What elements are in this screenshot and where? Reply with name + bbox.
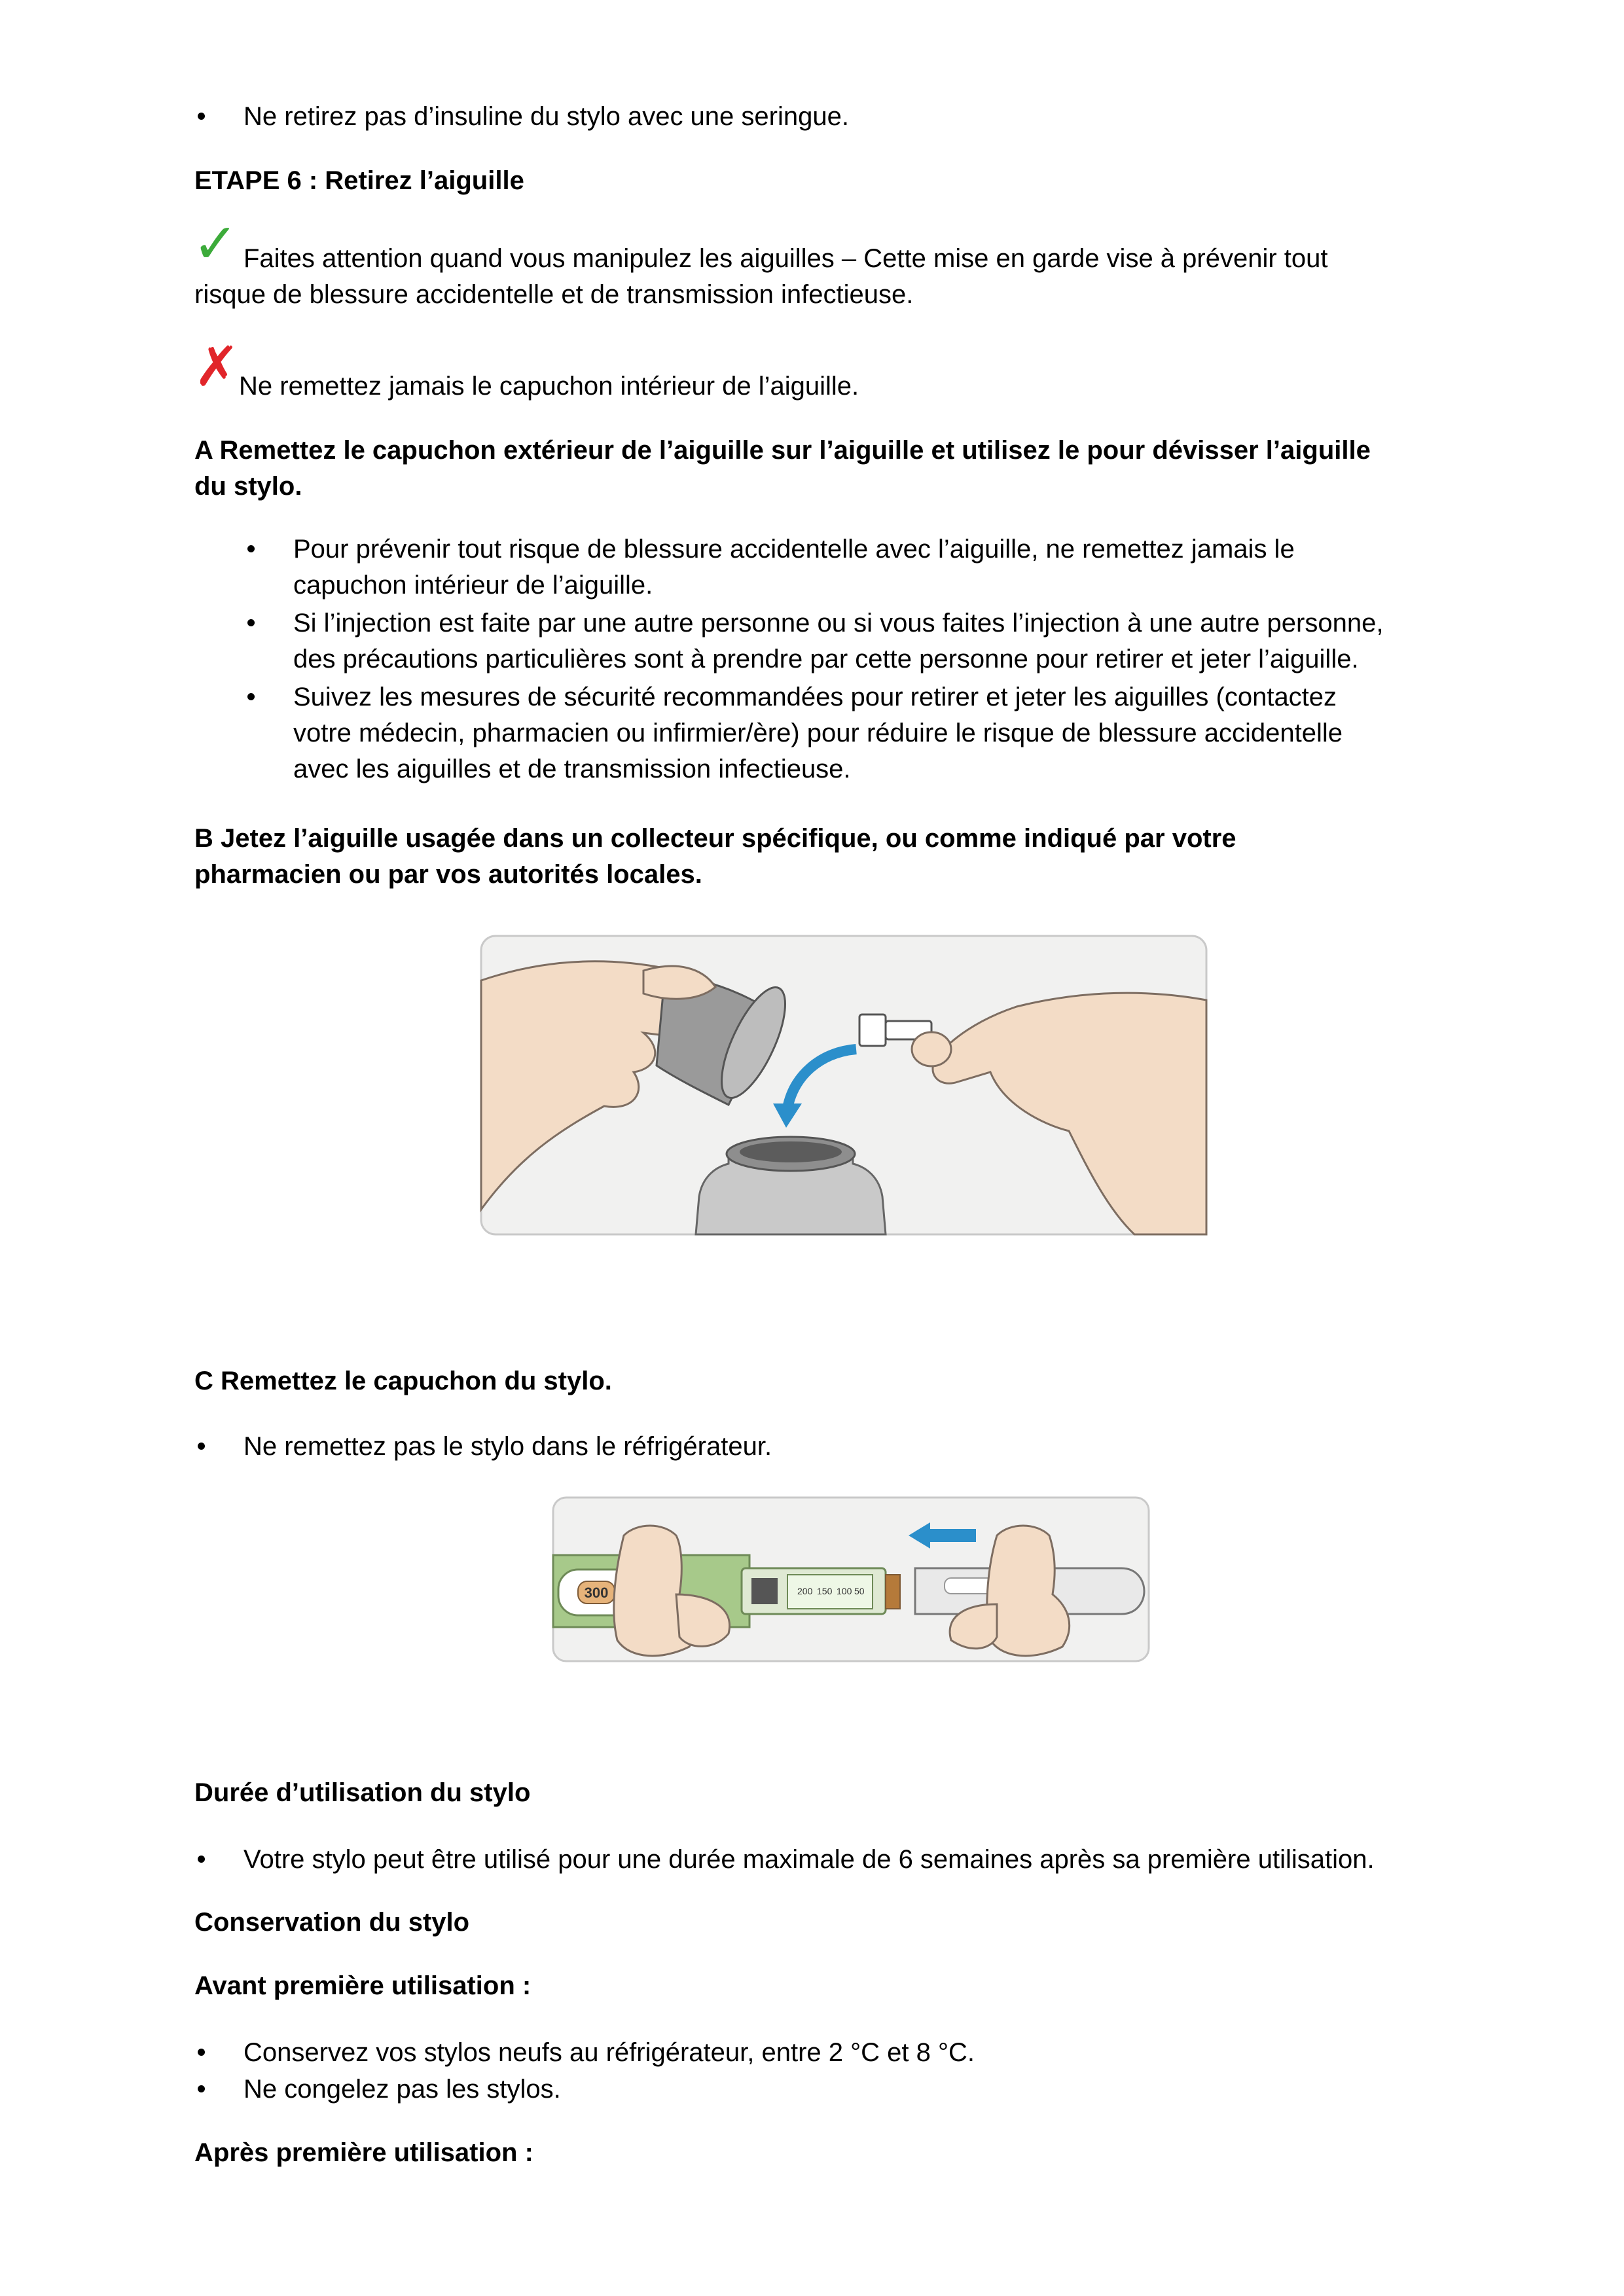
avant-bullet1: Conservez vos stylos neufs au réfrigérateur, entre 2 °C et 8 °C. <box>244 2038 975 2067</box>
section-b-heading-line1: B Jetez l’aiguille usagée dans un collecteur spécifique, ou comme indiqué par votre <box>194 824 1236 853</box>
scale-label: 150 <box>817 1586 833 1596</box>
check-text-line2: risque de blessure accidentelle et de transmission infectieuse. <box>194 280 914 309</box>
section-b-heading-line2: pharmacien ou par vos autorités locales. <box>194 860 702 889</box>
step6-title: ETAPE 6 : Retirez l’aiguille <box>194 166 524 195</box>
scale-label: 100 <box>837 1586 852 1596</box>
section-a-heading-line1: A Remettez le capuchon extérieur de l’aiguille sur l’aiguille et utilisez le pour dévisser l’aiguille <box>194 436 1371 465</box>
bullet-dot <box>198 1856 205 1863</box>
pen-recap-illustration <box>552 1496 1150 1662</box>
bullet-dot <box>198 2085 205 2092</box>
section-c-heading: C Remettez le capuchon du stylo. <box>194 1367 612 1395</box>
avant-bullet2: Ne congelez pas les stylos. <box>244 2075 561 2104</box>
bullet-dot <box>198 1443 205 1450</box>
intro-bullet-text: Ne retirez pas d’insuline du stylo avec une seringue. <box>244 102 849 131</box>
check-text-line1: Faites attention quand vous manipulez les aiguilles – Cette mise en garde vise à prévenir tout <box>244 244 1328 273</box>
section-a-bullet3-line2: votre médecin, pharmacien ou infirmier/ère) pour réduire le risque de blessure accidentelle <box>293 719 1343 747</box>
scale-label: 200 <box>797 1586 813 1596</box>
needle-disposal-illustration <box>480 935 1208 1236</box>
bullet-dot <box>247 619 255 626</box>
duree-bullet: Votre stylo peut être utilisé pour une durée maximale de 6 semaines après sa première utilisation. <box>244 1845 1375 1874</box>
avant-heading: Avant première utilisation : <box>194 1971 532 2000</box>
section-a-bullet2-line2: des précautions particulières sont à prendre par cette personne pour retirer et jeter l’aiguille. <box>293 645 1359 673</box>
section-a-bullet1-line1: Pour prévenir tout risque de blessure accidentelle avec l’aiguille, ne remettez jamais le <box>293 535 1295 564</box>
bullet-dot <box>247 693 255 700</box>
apres-heading: Après première utilisation : <box>194 2138 533 2167</box>
bullet-dot <box>198 2049 205 2056</box>
section-a-bullet3-line3: avec les aiguilles et de transmission infectieuse. <box>293 755 851 783</box>
section-c-bullet: Ne remettez pas le stylo dans le réfrigérateur. <box>244 1432 772 1461</box>
section-a-heading-line2: du stylo. <box>194 472 302 501</box>
section-a-bullet3-line1: Suivez les mesures de sécurité recommandées pour retirer et jeter les aiguilles (contactez <box>293 683 1337 711</box>
check-mark-icon: ✓ <box>192 211 239 276</box>
conservation-heading: Conservation du stylo <box>194 1908 470 1937</box>
bullet-dot <box>247 545 255 552</box>
section-a-bullet1-line2: capuchon intérieur de l’aiguille. <box>293 571 653 600</box>
bullet-dot <box>198 113 205 120</box>
section-a-bullet2-line1: Si l’injection est faite par une autre personne ou si vous faites l’injection à une autre personne, <box>293 609 1384 637</box>
cross-text: Ne remettez jamais le capuchon intérieur de l’aiguille. <box>239 372 859 401</box>
cross-mark-icon: ✗ <box>194 334 240 399</box>
pen-dose-label: 300 <box>584 1585 609 1601</box>
duree-heading: Durée d’utilisation du stylo <box>194 1778 531 1807</box>
scale-label: 50 <box>854 1586 865 1596</box>
